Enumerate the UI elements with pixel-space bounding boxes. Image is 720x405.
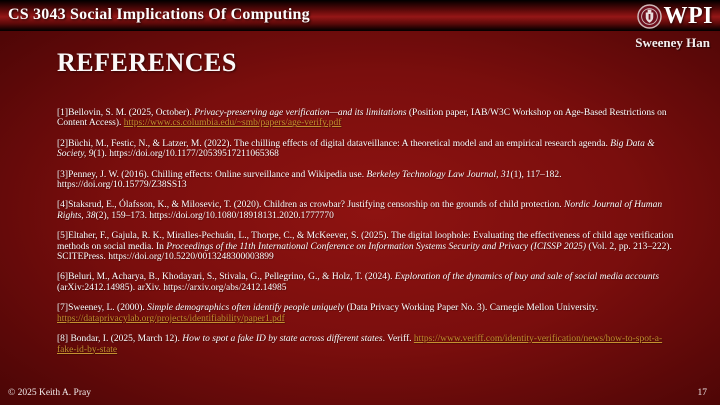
- reference-link[interactable]: https://dataprivacylab.org/projects/identifiability/paper1.pdf: [57, 313, 285, 324]
- reference-text: (Vol. 2, pp. 213–222). SCITEPress. https://doi.org/10.5220/0013248300003899: [57, 241, 672, 263]
- reference-item: [57, 108, 677, 129]
- reference-text: Proceedings of the 11th International Conference on Information Systems Security and Privacy (ICISSP 2025): [166, 241, 586, 252]
- reference-text: (1), 117–182. https://doi.org/10.15779/Z38SS13: [57, 169, 562, 191]
- reference-item: [57, 139, 677, 160]
- reference-text: Privacy-preserving age verification—and its limitations: [194, 108, 407, 118]
- reference-item: [57, 231, 677, 262]
- references-list: [57, 108, 677, 355]
- reference-text: (1). https://doi.org/10.1177/20539517211065368: [93, 149, 279, 160]
- reference-item: [57, 303, 677, 324]
- reference-text: Nordic Journal of Human Rights, 38: [57, 200, 663, 221]
- title-bar: [0, 0, 720, 31]
- reference-text: Exploration of the dynamics of buy and sale of social media accounts: [394, 272, 660, 283]
- copyright: © 2025 Keith A. Pray: [8, 388, 91, 398]
- page-title: REFERENCES: [57, 48, 237, 77]
- reference-text: Big Data & Society, 9: [57, 138, 655, 160]
- wpi-logo-text: WPI: [663, 2, 713, 29]
- reference-text: [5]Eltaher, F., Gajula, R. K., Miralles-Pechuán, L., Thorpe, C., & McKeever, S. (2025). The digital loophole: Evaluating the effectiveness of child age verification methods on social media. In: [57, 231, 674, 252]
- reference-item: [57, 170, 677, 191]
- reference-item: [57, 272, 677, 293]
- reference-item: [57, 334, 677, 355]
- reference-text: Berkeley Technology Law Journal, 31: [366, 169, 511, 180]
- reference-text: [8] Bondar, I. (2025, March 12).: [57, 334, 183, 345]
- page-number: 17: [697, 388, 707, 398]
- reference-text: (Position paper, IAB/W3C Workshop on Age-Based Restrictions on Content Access).: [57, 108, 667, 129]
- reference-text: [1]Bellovin, S. M. (2025, October).: [57, 108, 195, 118]
- wpi-seal-icon: [637, 4, 662, 29]
- reference-item: [57, 200, 677, 221]
- reference-text: [4]Staksrud, E., Ólafsson, K., & Milosevic, T. (2020). Children as crowbar? Justifying censorship on the grounds of child protection.: [57, 200, 565, 211]
- course-title: CS 3043 Social Implications Of Computing: [8, 5, 310, 23]
- reference-text: [7]Sweeney, L. (2000).: [57, 303, 148, 314]
- reference-text: (arXiv:2412.14985). arXiv. https://arxiv.org/abs/2412.14985: [57, 282, 287, 293]
- reference-text: . Veriff.: [382, 334, 414, 345]
- reference-link[interactable]: https://www.cs.columbia.edu/~smb/papers/age-verify.pdf: [123, 118, 342, 129]
- wpi-logo: [637, 2, 714, 30]
- author-name: Sweeney Han: [635, 35, 710, 50]
- reference-text: [3]Penney, J. W. (2016). Chilling effects: Online surveillance and Wikipedia use.: [57, 169, 367, 180]
- reference-link[interactable]: https://www.veriff.com/identity-verification/news/how-to-spot-a-fake-id-by-state: [57, 334, 663, 355]
- reference-text: (Data Privacy Working Paper No. 3). Carnegie Mellon University.: [344, 303, 599, 314]
- reference-text: (2), 159–173. https://doi.org/10.1080/18918131.2020.1777770: [95, 210, 334, 221]
- reference-text: [6]Beluri, M., Acharya, B., Khodayari, S., Stivala, G., Pellegrino, G., & Holz, T. (2024).: [57, 272, 395, 283]
- reference-text: Simple demographics often identify people uniquely: [147, 303, 345, 314]
- reference-text: [2]Büchi, M., Festic, N., & Latzer, M. (2022). The chilling effects of digital dataveillance: A theoretical model and an empirical research agenda.: [57, 138, 611, 149]
- reference-text: How to spot a fake ID by state across different states: [182, 334, 383, 345]
